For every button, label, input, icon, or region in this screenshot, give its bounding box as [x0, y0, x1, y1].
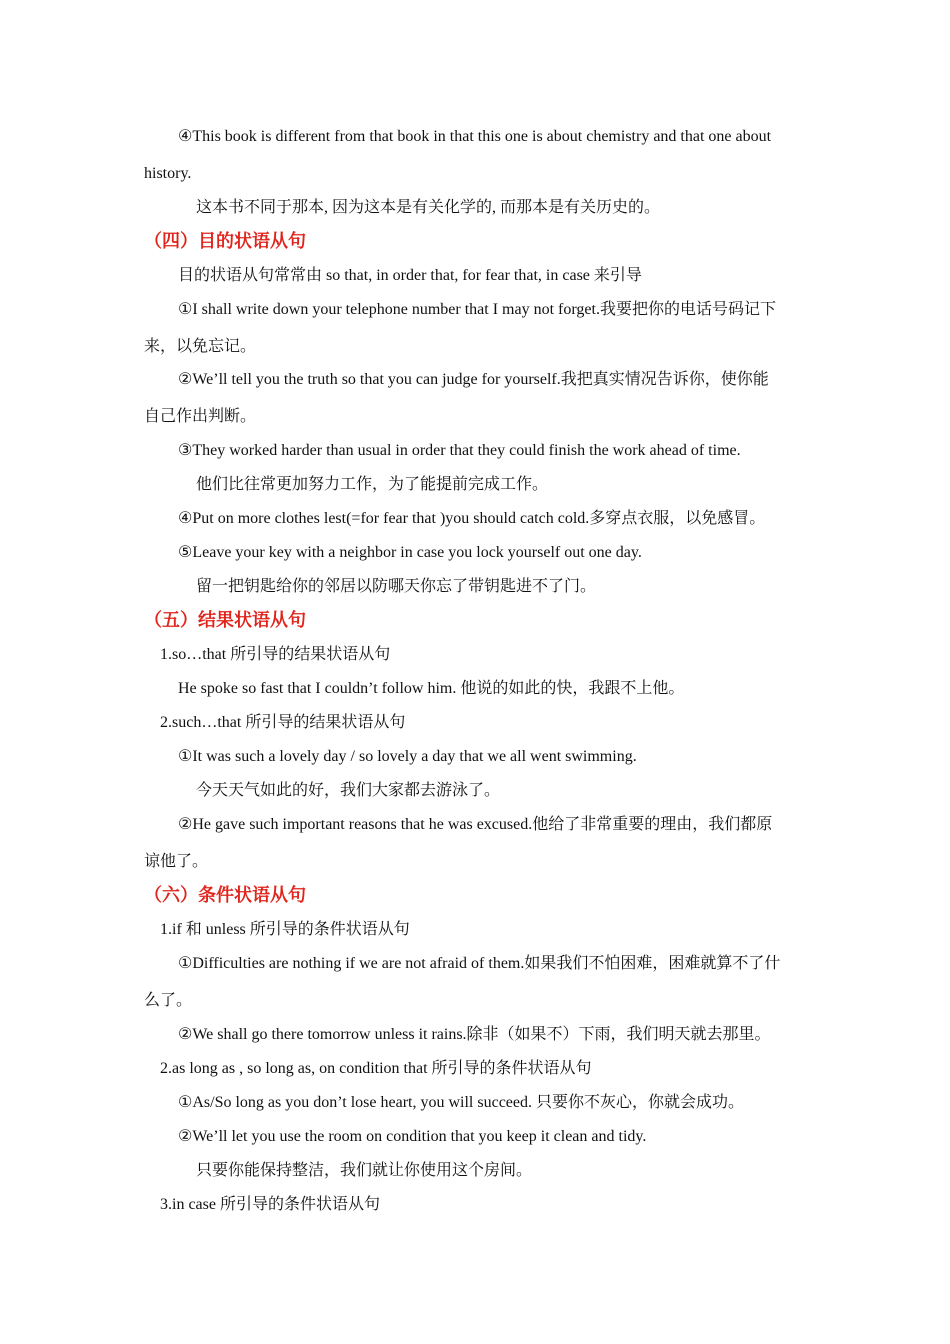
translation-line: 他们比往常更加努力工作，为了能提前完成工作。	[196, 476, 549, 493]
subheading-line: 2.such…that 所引导的结果状语从句	[160, 714, 406, 731]
subheading-line: 1.so…that 所引导的结果状语从句	[160, 646, 391, 663]
example-line: ②He gave such important reasons that he was excused.他给了非常重要的理由，我们都原	[178, 816, 773, 833]
example-line: 么了。	[144, 992, 193, 1009]
example-line: 谅他了。	[144, 853, 209, 870]
example-line: ④This book is different from that book in that this one is about chemistry and that one about	[178, 128, 772, 145]
intro-line: 目的状语从句常常由 so that, in order that, for fear that, in case 来引导	[178, 267, 642, 284]
example-line: ①It was such a lovely day / so lovely a day that we all went swimming.	[178, 748, 637, 765]
subheading-line: 3.in case 所引导的条件状语从句	[160, 1196, 380, 1213]
example-line: ②We’ll let you use the room on condition that you keep it clean and tidy.	[178, 1128, 647, 1145]
example-line: ④Put on more clothes lest(=for fear that )you should catch cold.多穿点衣服，以免感冒。	[178, 510, 766, 527]
example-line: He spoke so fast that I couldn’t follow him. 他说的如此的快，我跟不上他。	[178, 680, 685, 697]
section-heading-purpose: （四）目的状语从句	[144, 231, 306, 252]
example-line: ①As/So long as you don’t lose heart, you will succeed. 只要你不灰心，你就会成功。	[178, 1094, 745, 1111]
example-line: 来，以免忘记。	[144, 338, 257, 355]
section-heading-condition: （六）条件状语从句	[144, 885, 306, 906]
example-line: ①Difficulties are nothing if we are not afraid of them.如果我们不怕困难，困难就算不了什	[178, 955, 781, 972]
translation-line: 只要你能保持整洁，我们就让你使用这个房间。	[196, 1162, 533, 1179]
example-line: 自己作出判断。	[144, 408, 257, 425]
translation-line: 留一把钥匙给你的邻居以防哪天你忘了带钥匙进不了门。	[196, 578, 597, 595]
example-line: ③They worked harder than usual in order that they could finish the work ahead of time.	[178, 442, 741, 459]
example-line: ②We shall go there tomorrow unless it rains.除非（如果不）下雨，我们明天就去那里。	[178, 1026, 771, 1043]
example-line: ⑤Leave your key with a neighbor in case you lock yourself out one day.	[178, 544, 642, 561]
example-line: ①I shall write down your telephone number that I may not forget.我要把你的电话号码记下	[178, 301, 776, 318]
section-heading-result: （五）结果状语从句	[144, 610, 306, 631]
translation-line: 这本书不同于那本, 因为这本是有关化学的, 而那本是有关历史的。	[196, 199, 661, 216]
subheading-line: 2.as long as , so long as, on condition that 所引导的条件状语从句	[160, 1060, 592, 1077]
example-line: history.	[144, 165, 192, 182]
translation-line: 今天天气如此的好，我们大家都去游泳了。	[196, 782, 501, 799]
example-line: ②We’ll tell you the truth so that you can judge for yourself.我把真实情况告诉你，使你能	[178, 371, 769, 388]
subheading-line: 1.if 和 unless 所引导的条件状语从句	[160, 921, 410, 938]
